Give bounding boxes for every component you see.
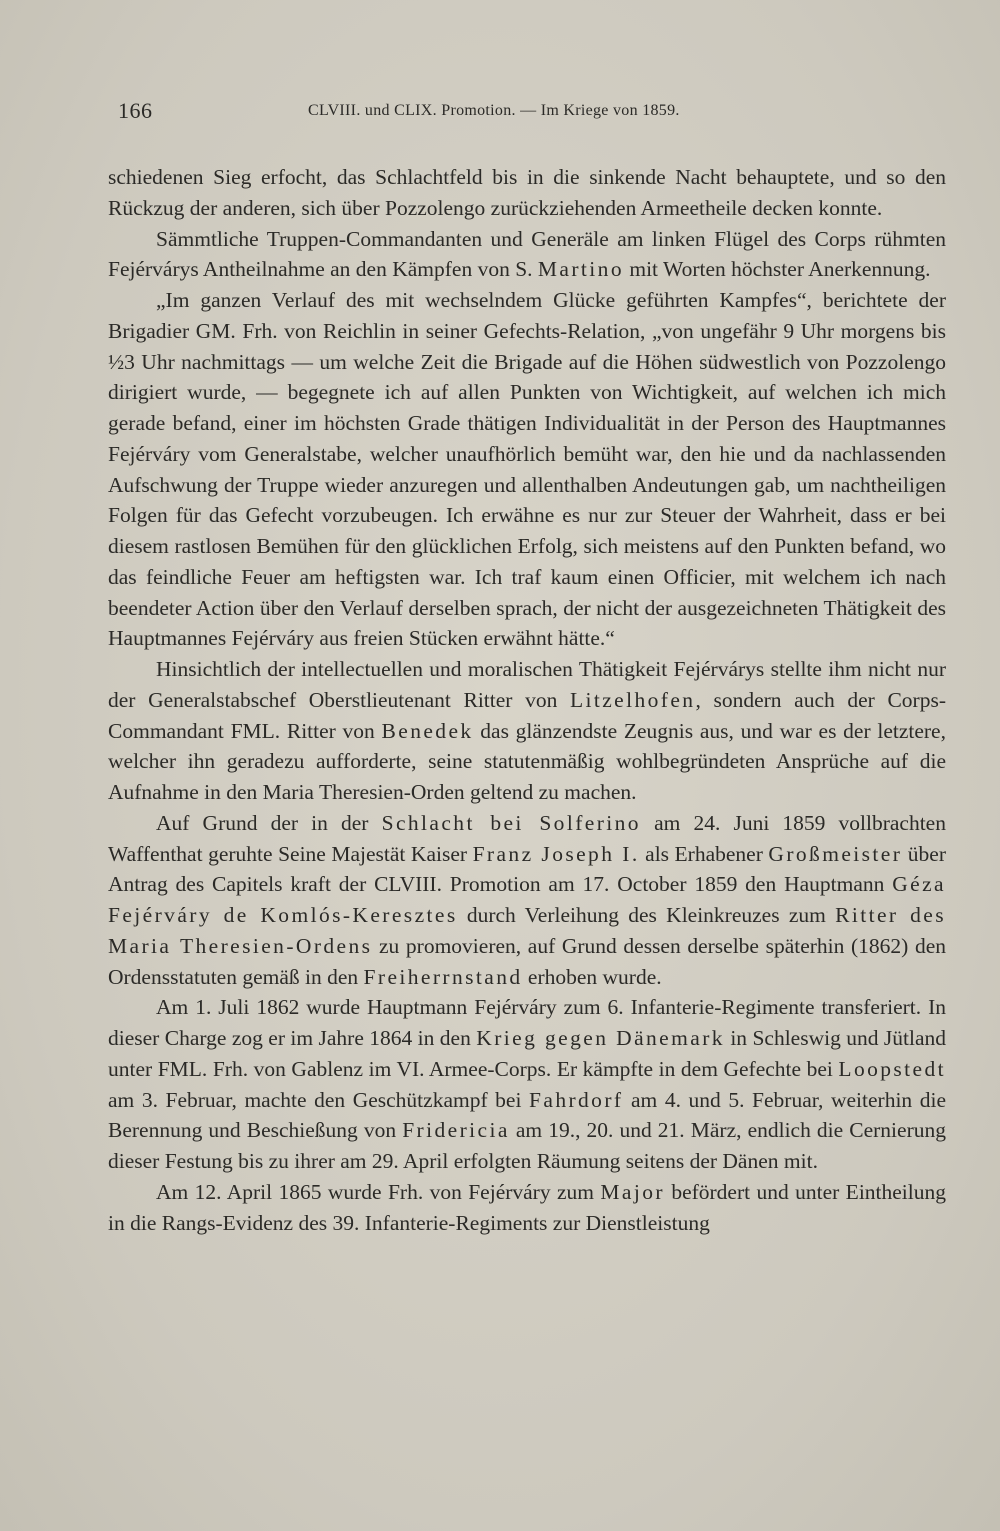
- spaced-name: Benedek: [381, 718, 474, 743]
- paragraph: [108, 654, 946, 808]
- paragraph: [108, 1177, 946, 1239]
- text-run: am 3. Februar, machte den Geschützkampf bei: [108, 1087, 530, 1112]
- spaced-name: Krieg gegen Dänemark: [476, 1026, 725, 1050]
- page-header: [118, 98, 938, 128]
- text-run: schiedenen Sieg erfocht, das Schlachtfeld bis in die sinkende Nacht behauptete, und so den Rückzug der anderen, sich über Pozzolengo zurückziehenden Armeetheile decken konnte.: [108, 165, 946, 220]
- text-run: , sondern auch der Corps-Commandant FML. Ritter von: [108, 687, 946, 743]
- page-number: 166: [118, 98, 153, 123]
- body-text: [108, 162, 946, 1238]
- spaced-name: Ritter des Maria Theresien-Ordens: [108, 903, 947, 958]
- text-run: durch Verleihung des Kleinkreuzes zum: [457, 903, 836, 927]
- spaced-name: Franz Joseph I.: [472, 841, 640, 866]
- spaced-name: Großmeister: [768, 841, 903, 866]
- text-run: Sämmtliche Truppen-Commandanten und Generäle am linken Flügel des Corps rühmten Fejérvárys Antheilnahme an den Kämpfen von S.: [108, 226, 946, 282]
- spaced-name: Major: [600, 1179, 665, 1204]
- spaced-name: Schlacht bei Solferino: [381, 810, 641, 835]
- text-run: Am 1. Juli 1862 wurde Hauptmann Fejérváry zum 6. Infanterie-Regimente transferiert. In dieser Charge zog er im Jahre 1864 in den: [108, 995, 946, 1050]
- text-run: am 24. Juni 1859 vollbrachten Waffenthat geruhte Seine Majestät Kaiser: [108, 810, 946, 866]
- text-run: „Im ganzen Verlauf des mit wechselndem Glücke geführten Kampfes“, berichtete der Brigadier GM. Frh. von Reichlin in seiner Gefechts-Relation, „von ungefähr 9 Uhr morgens bis ½3 Uhr nachmittags — um welche Zeit die Brigade auf die Höhen südwestlich von Pozzolengo dirigiert wurde, — begegnete ich auf allen Punkten von Wichtigkeit, auf welchen ich mich gerade befand, einer im höchsten Grade thätigen Individualität in der Person des Hauptmannes Fejérváry vom Generalstabe, welcher unaufhörlich bemüht war, den hie und da nachlassenden Aufschwung der Truppe wieder anzuregen und allenthalben Andeutungen gab, um nachtheiligen Folgen für das Gefecht vorzubeugen. Ich erwähne es nur zur Steuer der Wahrheit, dass er bei diesem rastlosen Bemühen für den glücklichen Erfolg, sich meistens auf den Punkten befand, wo das feindliche Feuer am heftigsten war. Ich traf kaum einen Officier, mit welchem ich nach beendeter Action über den Verlauf derselben sprach, der nicht der ausgezeichneten Thätigkeit des Hauptmannes Fejérváry aus freien Stücken erwähnt hätte.“: [108, 288, 946, 651]
- text-run: das glänzendste Zeugnis aus, und war es der letztere, welcher ihn geradezu aufforderte, seine statutenmäßig wohlbegründeten Ansprüche auf die Aufnahme in den Maria Theresien-Orden geltend zu machen.: [108, 718, 946, 804]
- spaced-name: Fahrdorf: [529, 1087, 624, 1112]
- spaced-name: Loopstedt: [838, 1056, 946, 1081]
- text-run: Auf Grund der in der: [156, 810, 382, 835]
- paragraph: [108, 224, 946, 286]
- text-run: am 19., 20. und 21. März, endlich die Cernierung dieser Festung bis zu ihrer am 29. April erfolgten Räumung seitens der Dänen mit.: [108, 1118, 946, 1173]
- text-run: am 4. und 5. Februar, weiterhin die Berennung und Beschießung von: [108, 1087, 946, 1143]
- text-run: erhoben wurde.: [522, 964, 662, 989]
- spaced-name: Fridericia: [402, 1118, 510, 1143]
- paragraph: [108, 285, 946, 654]
- text-run: als Erhabener: [639, 841, 769, 866]
- spaced-name: Litzelhofen: [569, 687, 696, 712]
- spaced-name: Géza Fejérváry de Komlós-Keresztes: [108, 872, 946, 927]
- paragraph: [108, 162, 946, 224]
- text-run: mit Worten höchster Anerkennung.: [623, 257, 931, 282]
- text-run: zu promovieren, auf Grund dessen derselbe späterhin (1862) den Ordensstatuten gemäß in den: [108, 933, 946, 989]
- text-run: Hinsichtlich der intellectuellen und moralischen Thätigkeit Fejérvárys stellte ihm nicht nur der Generalstabschef Oberstlieutenant Ritter von: [108, 657, 946, 712]
- text-run: Am 12. April 1865 wurde Frh. von Fejérváry zum: [156, 1179, 601, 1204]
- paragraph: [108, 992, 946, 1177]
- spaced-name: Martino: [537, 257, 624, 282]
- paragraph: [108, 808, 946, 993]
- text-run: in Schleswig und Jütland unter FML. Frh. von Gablenz im VI. Armee-Corps. Er kämpfte in dem Gefechte bei: [108, 1026, 946, 1081]
- running-head: CLVIII. und CLIX. Promotion. — Im Kriege von 1859.: [308, 102, 680, 119]
- text-run: über Antrag des Capitels kraft der CLVIII. Promotion am 17. October 1859 den Hauptmann: [108, 841, 947, 897]
- spaced-name: Freiherrnstand: [363, 964, 523, 989]
- text-run: befördert und unter Eintheilung in die Rangs-Evidenz des 39. Infanterie-Regiments zur Dienstleistung: [108, 1179, 946, 1235]
